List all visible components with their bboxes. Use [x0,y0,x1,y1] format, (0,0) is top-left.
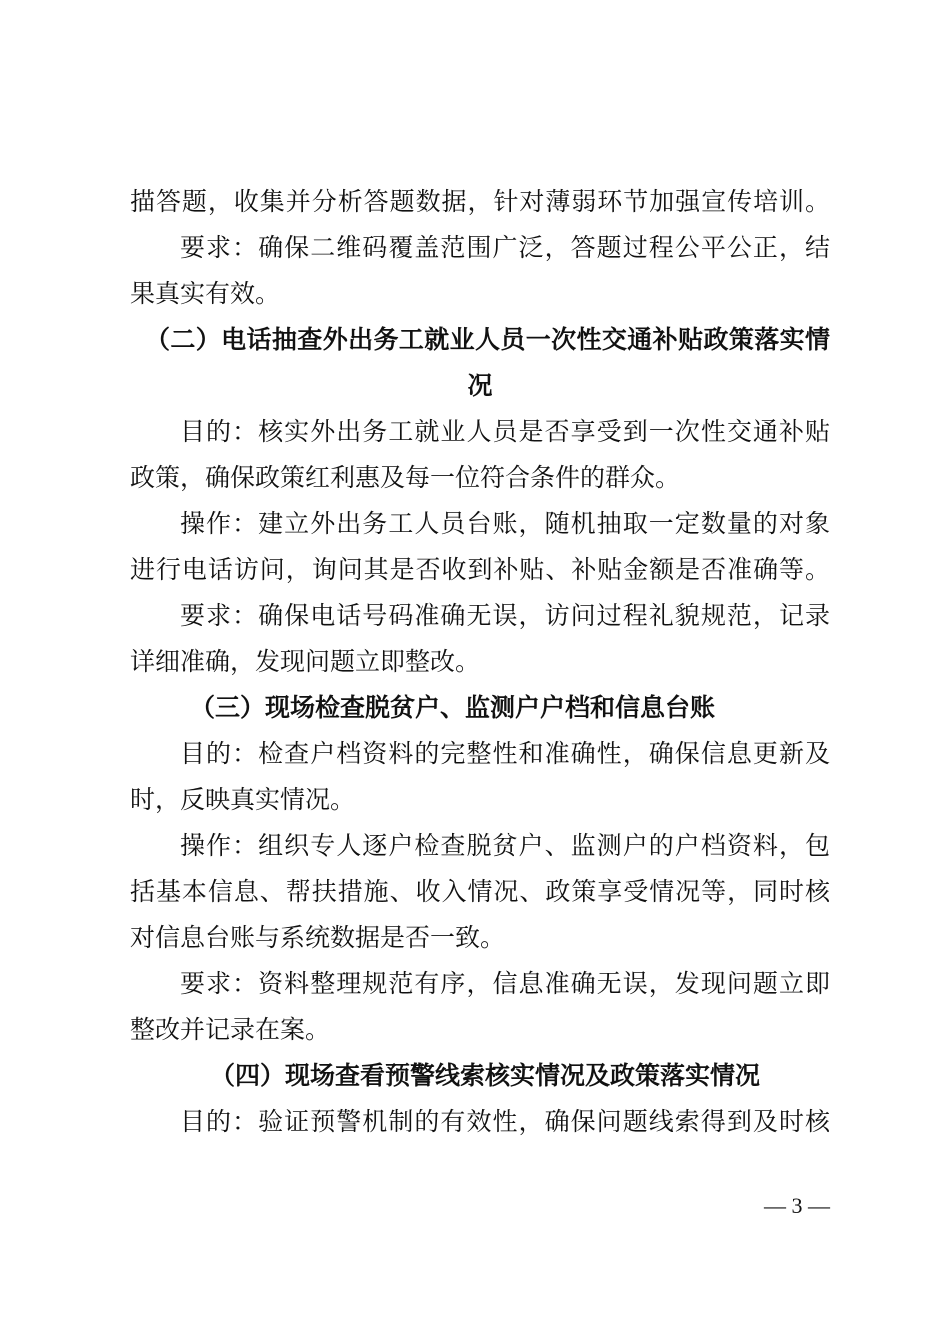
body-line: 对信息台账与系统数据是否一致。 [130,923,506,952]
body-line: 目的：检查户档资料的完整性和准确性，确保信息更新及 [180,739,830,768]
body-line: 时，反映真实情况。 [130,785,356,814]
page-number: — 3 — [764,1193,830,1218]
section-heading-3: （三）现场检查脱贫户、监测户户档和信息台账 [190,693,716,722]
section-heading-2-continued: 况 [467,371,493,400]
body-line: 详细准确，发现问题立即整改。 [130,647,481,676]
body-line: 目的：验证预警机制的有效性，确保问题线索得到及时核 [180,1107,830,1136]
section-heading-4: （四）现场查看预警线索核实情况及政策落实情况 [210,1061,761,1090]
body-line: 要求：资料整理规范有序，信息准确无误，发现问题立即 [180,969,830,998]
body-line: 描答题，收集并分析答题数据，针对薄弱环节加强宣传培训。 [130,187,830,216]
body-line: 要求：确保电话号码准确无误，访问过程礼貌规范，记录 [180,601,830,630]
body-line: 要求：确保二维码覆盖范围广泛，答题过程公平公正，结 [180,233,830,262]
body-line: 操作：组织专人逐户检查脱贫户、监测户的户档资料，包 [180,831,830,860]
body-line: 进行电话访问，询问其是否收到补贴、补贴金额是否准确等。 [130,555,830,584]
body-line: 目的：核实外出务工就业人员是否享受到一次性交通补贴 [180,417,830,446]
body-line: 操作：建立外出务工人员台账，随机抽取一定数量的对象 [180,509,830,538]
body-line: 果真实有效。 [130,279,281,308]
body-line: 政策，确保政策红利惠及每一位符合条件的群众。 [130,463,681,492]
section-heading-2: （二）电话抽查外出务工就业人员一次性交通补贴政策落实情 [145,325,830,354]
body-line: 整改并记录在案。 [130,1015,331,1044]
body-line: 括基本信息、帮扶措施、收入情况、政策享受情况等，同时核 [130,877,830,906]
